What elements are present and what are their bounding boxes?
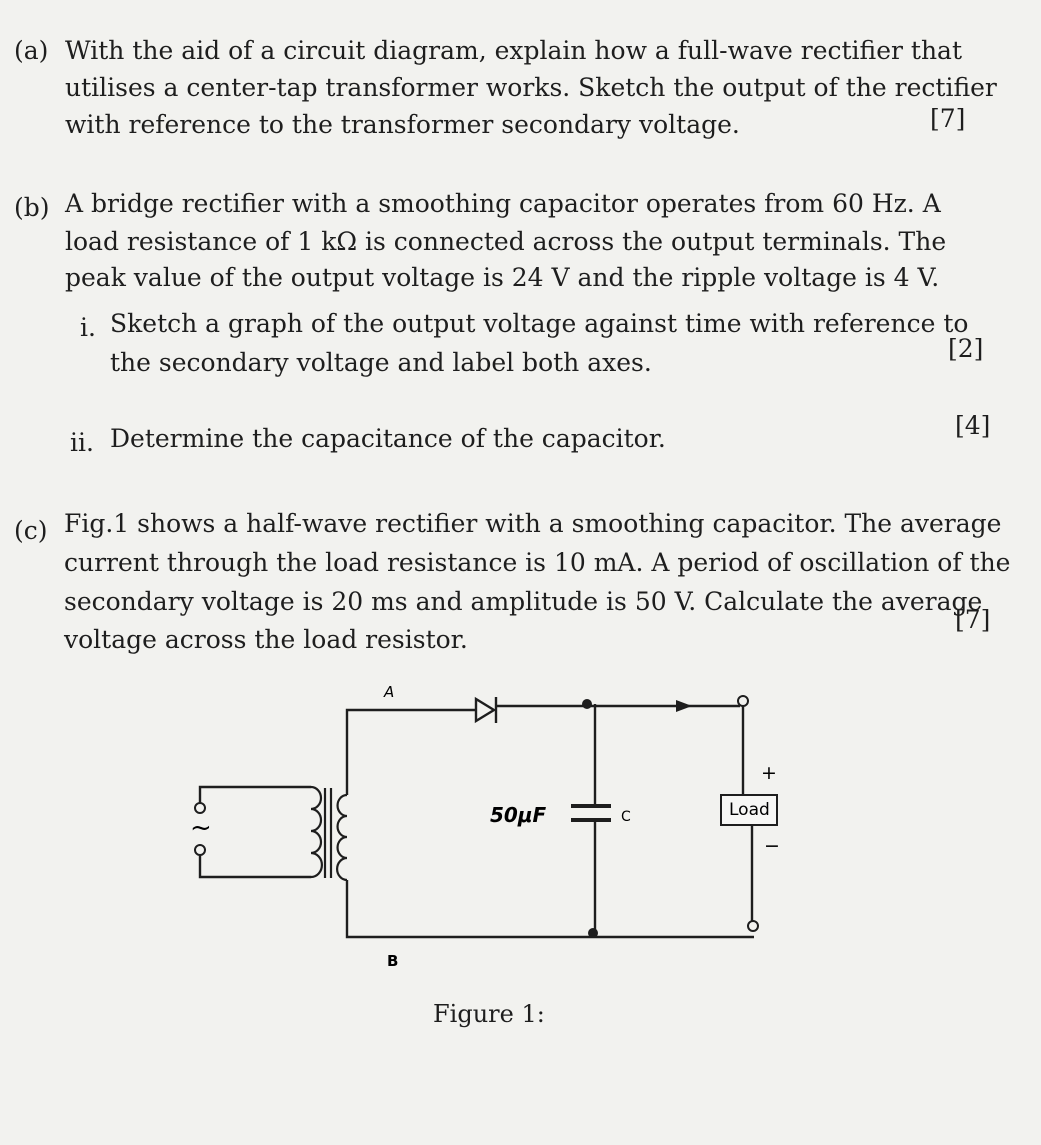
question-b-label: (b) [14,193,50,222]
current-arrow-icon [676,700,692,712]
junction-dot-top [582,699,592,709]
diode-symbol [476,697,496,723]
node-a-label: A [384,683,395,701]
question-c-label: (c) [14,516,48,545]
figure-caption: Figure 1: [433,1000,545,1028]
capacitor-c-label: C [621,809,631,825]
question-a-line-2: utilises a center-tap transformer works. Sketch the output of the rectifier [65,73,997,102]
question-a-line-3: with reference to the transformer secondary voltage. [65,110,740,139]
question-b-i-line-1: Sketch a graph of the output voltage against time with reference to [110,309,969,338]
question-a-line-1: With the aid of a circuit diagram, explain how a full-wave rectifier that [65,36,962,65]
junction-dot-bottom [588,928,598,938]
circuit-wires [200,704,754,937]
capacitor-value-label: 50μF [490,803,547,827]
source-symbol-label: ~ [190,813,212,843]
question-b-i-line-2: the secondary voltage and label both axes. [110,348,652,377]
question-b-i-label: i. [80,313,96,342]
question-b-i-marks: [2] [948,334,984,363]
question-b-ii-label: ii. [70,428,94,457]
question-b-line-2: load resistance of 1 kΩ is connected across the output terminals. The [65,227,947,256]
question-b-line-1: A bridge rectifier with a smoothing capacitor operates from 60 Hz. A [65,189,941,218]
load-label: Load [729,800,770,820]
plus-sign: + [761,762,777,784]
input-terminal-top [195,803,205,813]
minus-sign: − [764,835,780,857]
question-c-line-4: voltage across the load resistor. [64,625,468,654]
question-b-ii-line-1: Determine the capacitance of the capacitor. [110,424,666,453]
question-b-ii-marks: [4] [955,411,991,440]
transformer-symbol [311,787,347,880]
question-c-line-1: Fig.1 shows a half-wave rectifier with a smoothing capacitor. The average [64,509,1002,538]
question-c-marks: [7] [955,605,991,634]
input-terminal-bottom [195,845,205,855]
capacitor-symbol [571,806,611,820]
output-terminal-bottom [748,921,758,931]
question-a-label: (a) [14,36,49,65]
question-a-marks: [7] [930,104,966,133]
question-c-line-3: secondary voltage is 20 ms and amplitude is 50 V. Calculate the average [64,587,983,616]
question-b-line-3: peak value of the output voltage is 24 V and the ripple voltage is 4 V. [65,263,940,292]
output-terminal-top [738,696,748,706]
node-b-label: B [387,952,399,970]
question-c-line-2: current through the load resistance is 10 mA. A period of oscillation of the [64,548,1011,577]
